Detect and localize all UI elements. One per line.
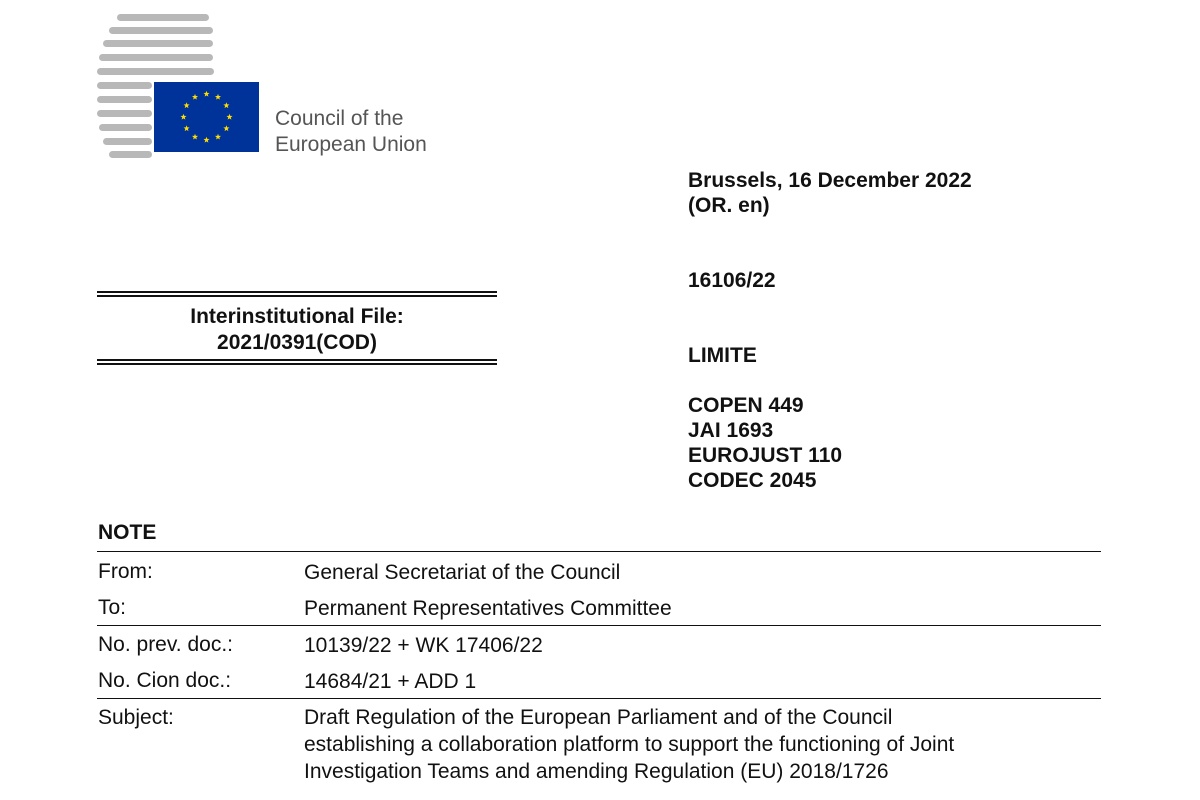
- double-rule-top: [97, 291, 497, 297]
- star-icon: [203, 91, 209, 97]
- subject-line: Investigation Teams and amending Regulation (EU) 2018/1726: [304, 760, 889, 783]
- to-label: To:: [98, 596, 127, 619]
- prev-doc-label: No. prev. doc.:: [98, 633, 234, 656]
- subject-value: [304, 704, 1094, 785]
- star-icon: [226, 114, 232, 120]
- code-item: COPEN 449: [688, 394, 804, 417]
- document-codes: [688, 393, 842, 493]
- original-language: (OR. en): [688, 194, 770, 217]
- star-icon: [192, 94, 198, 100]
- document-number: 16106/22: [688, 269, 776, 292]
- star-icon: [215, 94, 221, 100]
- double-rule-bottom: [97, 359, 497, 365]
- divider: [97, 698, 1101, 699]
- place-date: Brussels, 16 December 2022: [688, 169, 972, 192]
- interinstitutional-file-box: [97, 291, 497, 365]
- star-icon: [184, 102, 190, 108]
- from-label: From:: [98, 560, 153, 583]
- eu-stars-icon: [154, 82, 259, 152]
- cion-doc-value: 14684/21 + ADD 1: [304, 670, 477, 693]
- eu-flag-icon: [154, 82, 259, 152]
- from-value: General Secretariat of the Council: [304, 561, 621, 584]
- star-icon: [203, 137, 209, 143]
- file-number: 2021/0391(COD): [217, 331, 377, 354]
- star-icon: [223, 102, 229, 108]
- organization-name: [275, 106, 427, 158]
- star-icon: [223, 125, 229, 131]
- code-item: JAI 1693: [688, 419, 774, 442]
- star-icon: [184, 125, 190, 131]
- classification-label: LIMITE: [688, 344, 757, 367]
- note-title: NOTE: [98, 521, 157, 544]
- divider: [97, 625, 1101, 626]
- to-value: Permanent Representatives Committee: [304, 597, 672, 620]
- file-label: Interinstitutional File:: [190, 305, 404, 328]
- star-icon: [192, 134, 198, 140]
- divider: [97, 551, 1101, 552]
- org-name-line1: Council of the: [275, 107, 404, 130]
- place-date-block: [688, 168, 972, 218]
- subject-label: Subject:: [98, 706, 174, 729]
- star-icon: [180, 114, 186, 120]
- star-icon: [215, 134, 221, 140]
- code-item: CODEC 2045: [688, 469, 817, 492]
- prev-doc-value: 10139/22 + WK 17406/22: [304, 634, 543, 657]
- subject-line: Draft Regulation of the European Parliament and of the Council: [304, 706, 893, 729]
- org-name-line2: European Union: [275, 133, 427, 156]
- subject-line: establishing a collaboration platform to support the functioning of Joint: [304, 733, 955, 756]
- cion-doc-label: No. Cion doc.:: [98, 669, 232, 692]
- code-item: EUROJUST 110: [688, 444, 843, 467]
- council-logo: [97, 12, 477, 162]
